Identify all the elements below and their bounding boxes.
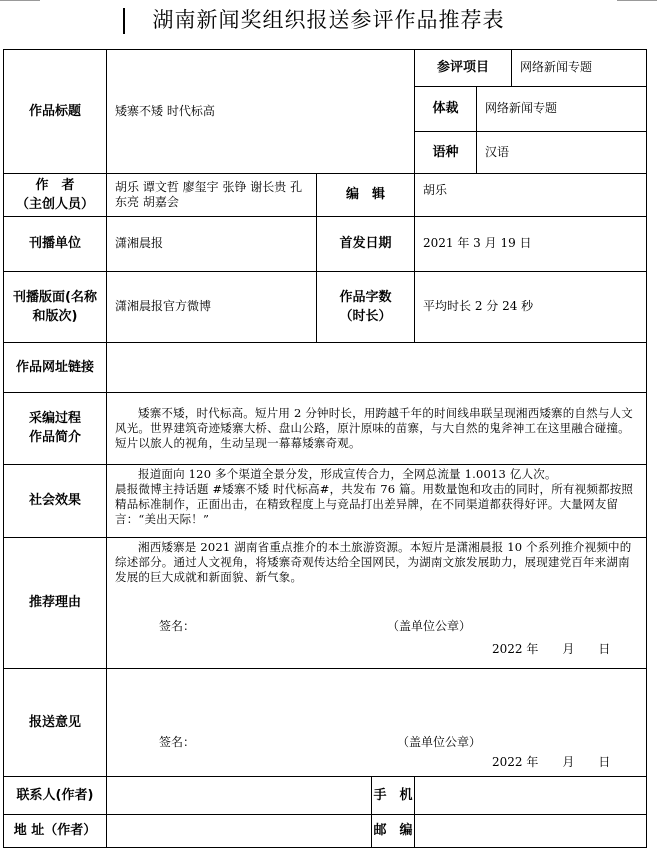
genre-label: 体裁 xyxy=(415,87,477,132)
url-label: 作品网址链接 xyxy=(4,342,107,392)
editor-value[interactable]: 胡乐 xyxy=(415,173,647,216)
phone-label: 手 机 xyxy=(373,787,413,803)
postcode-value[interactable] xyxy=(415,814,647,847)
address-value[interactable] xyxy=(107,814,415,847)
opinion-sign-label: 签名： xyxy=(159,734,196,749)
contact-value-text xyxy=(107,777,372,814)
opinion-cell[interactable] xyxy=(107,668,647,776)
length-label-line1: 作品字数 xyxy=(339,289,392,305)
work-title-label: 作品标题 xyxy=(4,50,107,174)
work-title-value[interactable] xyxy=(107,50,415,174)
page-value[interactable]: 潇湘晨报官方微博 xyxy=(107,271,317,342)
genre-value[interactable]: 网络新闻专题 xyxy=(477,87,647,132)
process-label xyxy=(4,392,107,464)
length-value[interactable]: 平均时长 2 分 24 秒 xyxy=(415,271,647,342)
category-label: 参评项目 xyxy=(415,50,512,86)
url-value[interactable] xyxy=(107,342,647,392)
opinion-signature-block xyxy=(107,669,646,775)
phone-value[interactable] xyxy=(415,776,647,814)
postcode-label: 邮 编 xyxy=(373,823,413,838)
page-label xyxy=(4,271,107,342)
first-date-label: 首发日期 xyxy=(317,216,415,271)
meta-block xyxy=(415,50,647,174)
first-date-value[interactable]: 2021 年 3 月 19 日 xyxy=(415,216,647,271)
length-label xyxy=(317,271,415,342)
effect-para-1: 报道面向 120 多个渠道全景分发，形成宣传合力，全网总流量 1.0013 亿人次。 xyxy=(138,466,557,481)
publisher-value[interactable]: 潇湘晨报 xyxy=(107,216,317,271)
reason-date: 2022 年 月 日 xyxy=(492,641,611,656)
effect-text[interactable] xyxy=(107,464,647,537)
author-value[interactable]: 胡乐 谭文哲 廖玺宇 张铮 谢长贵 孔东亮 胡嘉会 xyxy=(107,173,317,216)
recommendation-form xyxy=(3,49,647,848)
effect-para-2: 晨报微博主持话题 #矮寨不矮 时代标高#，共发布 76 篇。用数量饱和攻击的同时，所有视频都按照精品标准制作，正面出击，在精致程度上与竞品打出差异牌，在不同渠道都获得好评。大量网友留言：“美出天际！” xyxy=(115,481,634,526)
opinion-date: 2022 年 月 日 xyxy=(492,754,611,769)
editor-label: 编 辑 xyxy=(317,173,415,216)
reason-label: 推荐理由 xyxy=(4,537,107,668)
reason-text: 湘西矮寨是 2021 湖南省重点推介的本土旅游资源。本短片是潇湘晨报 10 个系列推介视频中的综述部分。通过人文视角，将矮寨奇观传达给全国网民，为湖南文旅发展助力，展现建党百年来湖南发展的巨大成就和新面貌、新气象。 xyxy=(115,539,632,584)
reason-signature-block xyxy=(107,587,646,667)
document-title: 湖南新闻奖组织报送参评作品推荐表 xyxy=(152,8,505,32)
author-label-line2: （主创人员） xyxy=(15,196,94,212)
author-label xyxy=(4,173,107,216)
work-title-text: 矮寨不矮 时代标高 xyxy=(115,104,215,118)
publisher-label: 刊播单位 xyxy=(4,216,107,271)
author-label-line1: 作 者 xyxy=(35,177,75,193)
process-label-line2: 作品简介 xyxy=(28,430,81,445)
language-label: 语种 xyxy=(415,132,477,173)
process-text[interactable]: 矮寨不矮，时代标高。短片用 2 分钟时长，用跨越千年的时间线串联呈现湘西矮寨的自然与人文风光。世界建筑奇迹矮寨大桥、盘山公路，原汁原味的苗寨，与大自然的鬼斧神工在这里融合碰撞。短片以旅人的视角，生动呈现一幕幕矮寨奇观。 xyxy=(107,392,647,464)
opinion-seal-label: （盖单位公章） xyxy=(397,734,482,749)
contact-label: 联系人(作者) xyxy=(4,776,107,814)
reason-sign-label: 签名： xyxy=(159,618,196,633)
language-value[interactable]: 汉语 xyxy=(477,132,647,173)
address-label: 地 址（作者） xyxy=(4,814,107,847)
top-rule-right xyxy=(617,0,657,1)
opinion-label: 报送意见 xyxy=(4,668,107,776)
process-label-line1: 采编过程 xyxy=(28,411,81,426)
page-label-line1: 刊播版面(名称 xyxy=(13,289,97,305)
address-value-text xyxy=(107,815,372,847)
contact-value[interactable] xyxy=(107,776,415,814)
meta-table xyxy=(415,50,646,173)
top-rule-left xyxy=(0,0,40,1)
reason-cell[interactable] xyxy=(107,537,647,668)
page-label-line2: 和版次) xyxy=(32,308,78,324)
length-label-line2: （时长） xyxy=(339,308,392,324)
effect-label: 社会效果 xyxy=(4,464,107,537)
reason-seal-label: （盖单位公章） xyxy=(387,618,472,633)
category-value[interactable]: 网络新闻专题 xyxy=(512,50,647,86)
